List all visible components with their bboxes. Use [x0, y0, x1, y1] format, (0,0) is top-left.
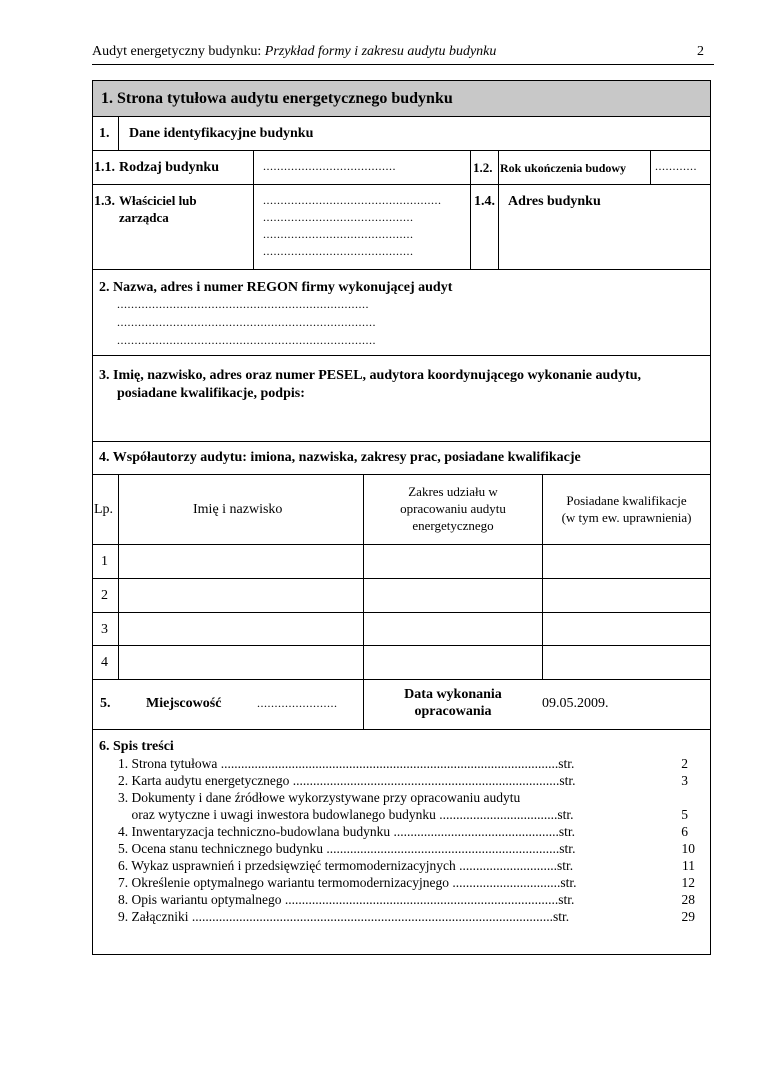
f13-label-2: zarządca — [119, 210, 169, 225]
f13-num: 1.3. — [94, 194, 115, 209]
toc-page: 6 — [681, 824, 688, 839]
table-row — [93, 545, 710, 579]
f14-label: Adres budynku — [508, 194, 601, 209]
s1-label: Dane identyfikacyjne budynku — [129, 126, 314, 141]
header-title-italic: Przykład formy i zakresu audytu budynku — [264, 44, 497, 59]
s2-line-1[interactable]: ........................................................................ — [117, 297, 369, 311]
toc-page: 29 — [681, 909, 695, 924]
col-scope-2: opracowaniu audytu — [400, 501, 506, 516]
f13-line-1[interactable]: ................................................... — [263, 193, 442, 207]
row-number: 1 — [101, 554, 108, 569]
toc-page: 11 — [682, 858, 695, 873]
toc-page: 12 — [681, 875, 695, 890]
s3-label-1: 3. Imię, nazwisko, adres oraz numer PESEL, audytora koordynującego wykonanie audytu, — [99, 368, 642, 383]
toc-page: 10 — [681, 841, 695, 856]
f11-label: Rodzaj budynku — [119, 160, 219, 175]
table-row — [93, 646, 710, 680]
col-lp: Lp. — [94, 502, 114, 517]
f14-num: 1.4. — [474, 194, 495, 209]
s1-num: 1. — [99, 126, 110, 141]
section-title: 1. Strona tytułowa audytu energetycznego budynku — [101, 90, 453, 107]
row-number: 3 — [101, 622, 108, 637]
s4-table-header — [93, 475, 710, 545]
col-scope-1: Zakres udziału w — [408, 484, 498, 499]
f11-value[interactable]: ...................................... — [263, 159, 396, 173]
s1-row-13 — [93, 185, 710, 270]
col-scope-3: energetycznego — [412, 518, 494, 533]
col-qual-2: (w tym ew. uprawnienia) — [561, 510, 692, 525]
toc-item: 5. Ocena stanu technicznego budynku .....................................................................str. — [118, 841, 576, 856]
s4-label: 4. Współautorzy audytu: imiona, nazwiska, zakresy prac, posiadane kwalifikacje — [99, 450, 581, 465]
toc-item: 1. Strona tytułowa ....................................................................................................str. — [118, 756, 575, 771]
s3-row — [93, 356, 710, 442]
toc-page: 3 — [681, 773, 688, 788]
s3-label-2: posiadane kwalifikacje, podpis: — [117, 386, 305, 401]
section-title-row — [93, 81, 710, 117]
toc-page: 28 — [681, 892, 695, 907]
header-rule — [92, 64, 714, 65]
s5-num: 5. — [100, 696, 111, 711]
table-row — [93, 579, 710, 613]
f13-line-4[interactable]: ........................................... — [263, 244, 414, 258]
toc-item: 2. Karta audytu energetycznego ...............................................................................str. — [118, 773, 576, 788]
s4-header-row — [93, 442, 710, 475]
s5-value[interactable]: ....................... — [257, 696, 338, 710]
toc-item: 4. Inwentaryzacja techniczno-budowlana budynku .................................................str. — [118, 824, 576, 839]
form-frame — [92, 80, 711, 955]
s5-date-label-1: Data wykonania — [404, 687, 502, 702]
table-row — [93, 613, 710, 646]
toc-item: 3. Dokumenty i dane źródłowe wykorzystywane przy opracowaniu audytu — [118, 790, 521, 805]
row-number: 2 — [101, 588, 108, 603]
s5-date-label-2: opracowania — [414, 704, 492, 719]
toc-item: 6. Wykaz usprawnień i przedsięwzięć termomodernizacyjnych .............................str. — [118, 858, 574, 873]
f13-label-1: Właściciel lub — [119, 193, 197, 208]
toc-page: 5 — [681, 807, 688, 822]
page-header — [92, 44, 712, 60]
s2-line-2[interactable]: .......................................................................... — [117, 315, 376, 329]
s1-header-row — [93, 117, 710, 151]
s2-line-3[interactable]: .......................................................................... — [117, 333, 376, 347]
f13-line-2[interactable]: ........................................... — [263, 210, 414, 224]
s5-row — [93, 680, 710, 730]
toc-item: 9. Załączniki ...........................................................................................................str. — [118, 909, 570, 924]
f12-value[interactable]: ............ — [655, 159, 697, 173]
header-title: Audyt energetyczny budynku: — [92, 44, 265, 59]
col-name: Imię i nazwisko — [193, 502, 283, 517]
toc-page: 2 — [681, 756, 688, 771]
toc-item: oraz wytyczne i uwagi inwestora budowlanego budynku ...................................str. — [118, 807, 574, 822]
toc-item: 7. Określenie optymalnego wariantu termomodernizacyjnego ................................str. — [118, 875, 577, 890]
s1-row-11 — [93, 151, 710, 185]
s2-label: 2. Nazwa, adres i numer REGON firmy wykonującej audyt — [99, 280, 453, 295]
toc-title: 6. Spis treści — [99, 739, 174, 754]
page-number: 2 — [697, 44, 704, 59]
s2-row — [93, 270, 710, 356]
f12-num: 1.2. — [473, 160, 493, 175]
s5-label: Miejscowość — [146, 696, 222, 711]
col-qual-1: Posiadane kwalifikacje — [566, 493, 687, 508]
f13-line-3[interactable]: ........................................... — [263, 227, 414, 241]
f11-num: 1.1. — [94, 160, 115, 175]
f12-label: Rok ukończenia budowy — [500, 161, 627, 175]
row-number: 4 — [101, 655, 108, 670]
toc-item: 8. Opis wariantu optymalnego .................................................................................str. — [118, 892, 575, 907]
s5-date-value: 09.05.2009. — [542, 696, 609, 711]
